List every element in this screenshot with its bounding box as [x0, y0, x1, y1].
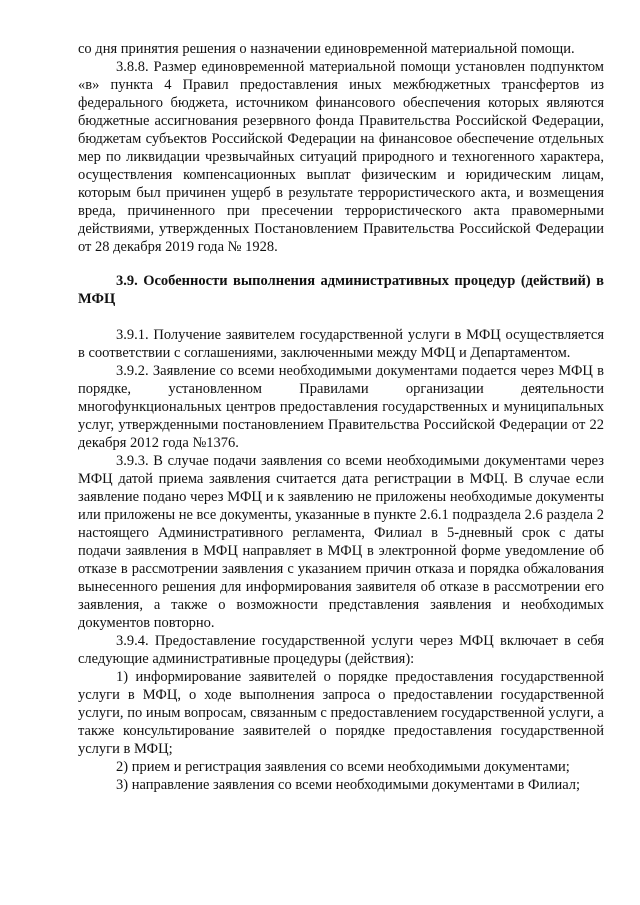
paragraph-continuation: со дня принятия решения о назначении единовременной материальной помощи.	[78, 41, 575, 57]
paragraph-3-8-8: 3.8.8. Размер единовременной материальной помощи установлен подпунктом «в» пункта 4 Правил предоставления иных межбюджетных трансфертов из федерального бюджета, источником финансового обеспечения которых являются бюджетные ассигнования резервного фонда Правительства Российской Федерации, бюджетам субъектов Российской Федерации на финансовое обеспечение отдельных мер по ликвидации чрезвычайных ситуаций природного и техногенного характера, осуществления компенсационных выплат физическим и юридическим лицам, которым был причинен ущерб в результате террористического акта, и возмещения вреда, причиненного при пресечении террористического акта правомерными действиями, утвержденных Постановлением Правительства Российской Федерации от 28 декабря 2019 года № 1928.	[78, 59, 604, 255]
list-item-1: 1) информирование заявителей о порядке предоставления государственной услуги в МФЦ, о ходе выполнения запроса о предоставлении государственной услуги, по иным вопросам, связанным с предоставлением государственной услуги, а также консультирование заявителей о порядке предоставления государственной услуги в МФЦ;	[78, 669, 604, 757]
paragraph-3-9-1: 3.9.1. Получение заявителем государственной услуги в МФЦ осуществляется в соответствии с соглашениями, заключенными между МФЦ и Департаментом.	[78, 327, 604, 361]
paragraph-3-9-3: 3.9.3. В случае подачи заявления со всеми необходимыми документами через МФЦ датой приема заявления считается дата регистрации в МФЦ. В случае если заявление подано через МФЦ и к заявлению не приложены необходимые документы или приложены не все документы, указанные в пункте 2.6.1 подраздела 2.6 раздела 2 настоящего Административного регламента, Филиал в 5-дневный срок с даты подачи заявления в МФЦ направляет в МФЦ в электронной форме уведомление об отказе в рассмотрении заявления с указанием причин отказа и порядка обжалования вынесенного решения для информирования заявителя об отказе в рассмотрении его заявления, а также о возможности представления заявления и необходимых документов повторно.	[78, 453, 604, 631]
paragraph-3-9-4: 3.9.4. Предоставление государственной услуги через МФЦ включает в себя следующие административные процедуры (действия):	[78, 633, 604, 667]
document-page	[78, 40, 604, 794]
section-heading-3-9: 3.9. Особенности выполнения административных процедур (действий) в МФЦ	[78, 273, 604, 307]
list-item-2: 2) прием и регистрация заявления со всеми необходимыми документами;	[116, 759, 570, 775]
list-item-3: 3) направление заявления со всеми необходимыми документами в Филиал;	[116, 777, 581, 793]
paragraph-3-9-2: 3.9.2. Заявление со всеми необходимыми документами подается через МФЦ в порядке, установленном Правилами организации деятельности многофункциональных центров предоставления государственных и муниципальных услуг, утвержденными постановлением Правительства Российской Федерации от 22 декабря 2012 года №1376.	[78, 363, 604, 451]
